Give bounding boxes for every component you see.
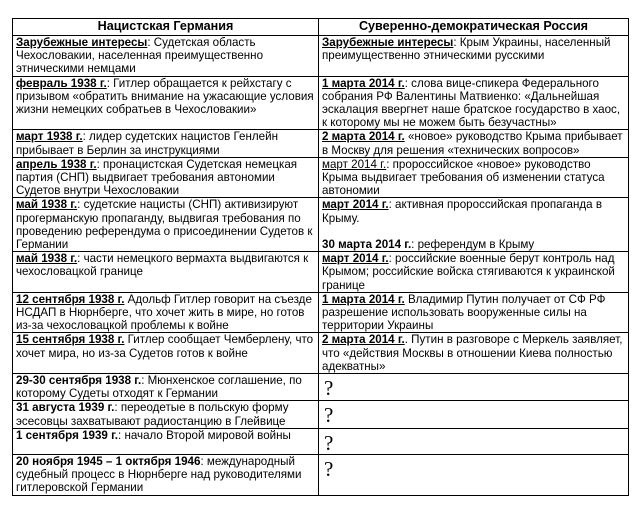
date-label: март 1938 г.: [16, 130, 83, 144]
date-label: Зарубежные интересы: [16, 36, 148, 49]
event-text: . Путин в разговоре с Меркель заявляет, что «действия Москвы в отношении Киева полностью адекватны»: [322, 333, 623, 373]
table-row-foreign-interests: [13, 36, 629, 77]
question-mark: ?: [324, 376, 334, 401]
comparison-table: [12, 18, 629, 496]
cell-russia: [319, 36, 629, 77]
cell-russia: [319, 333, 629, 374]
date-label: март 2014 г.: [322, 198, 389, 212]
cell-germany: [13, 333, 319, 374]
table-body: [13, 36, 629, 496]
cell-germany: [13, 36, 319, 77]
cell-paragraph: [322, 252, 625, 292]
event-text: : референдум в Крыму: [411, 237, 535, 251]
date-label: 31 августа 1939 г.: [16, 401, 115, 415]
date-label: 1 сентября 1939 г.: [16, 428, 118, 442]
cell-paragraph: [16, 36, 315, 76]
event-text: : пророссийское «новое» руководство Крыма выдвигает требования об изменении статуса автономии: [322, 157, 605, 198]
table-row-apr-1938-vs-mar-2014: [13, 157, 629, 198]
date-label: 12 сентября 1938 г.: [16, 292, 125, 306]
event-text: : судетские нацисты (СНП) активизируют прогерманскую пропаганду, выдвигая требования по проведению референдума о присоединении Судетов к Германии: [16, 198, 313, 252]
cell-russia: [319, 76, 629, 130]
event-text: : Гитлер обращается к рейхстагу с призывом «обратить внимание на ужасающие условия жизни немецких собратьев в Чехословакии»: [16, 76, 314, 117]
event-text: : лидер судетских нацистов Генлейн прибывает в Берлин за инструкциями: [16, 130, 278, 157]
cell-paragraph: [16, 293, 315, 333]
cell-russia: [319, 252, 629, 293]
cell-paragraph: [16, 401, 315, 427]
cell-paragraph: [322, 333, 625, 373]
cell-russia: [319, 130, 629, 157]
header-nazi-germany: Нацистская Германия: [13, 19, 319, 36]
date-label: 15 сентября 1938 г.: [16, 333, 125, 347]
cell-paragraph: [16, 455, 315, 495]
cell-germany: [13, 292, 319, 333]
cell-paragraph: [16, 158, 315, 198]
event-text: : слова вице-спикера Федерального собрания РФ Валентины Матвиенко: «Дальнейшая эскалация ввергнет наше братское государство в хаос, к которому мы не можем быть безучастны»: [322, 76, 621, 130]
date-label: апрель 1938 г.: [16, 157, 97, 171]
event-text: : Крым Украины, населенный преимущественно этническими русскими: [322, 36, 611, 63]
cell-paragraph: [16, 198, 315, 251]
table-row-15-sep-1938-vs-2-mar-2014: [13, 333, 629, 374]
date-label: 30 марта 2014 г.: [322, 237, 412, 251]
table-row-nuremberg-trials: [13, 454, 629, 495]
cell-germany: [13, 157, 319, 198]
cell-russia: [319, 374, 629, 401]
table-row-12-sep-1938-vs-1-mar-2014: [13, 292, 629, 333]
event-text: : переодетые в польскую форму эсесовцы захватывают радиостанцию в Глейвице: [16, 401, 289, 428]
table-row-munich-agreement: [13, 374, 629, 401]
cell-russia: [319, 198, 629, 252]
cell-paragraph: [16, 429, 315, 442]
date-label: май 1938 г.: [16, 252, 78, 266]
date-label: 2 марта 2014 г.: [322, 130, 405, 144]
date-label: 2 марта 2014 г.: [322, 333, 405, 347]
cell-germany: [13, 454, 319, 495]
cell-russia: [319, 157, 629, 198]
cell-paragraph: [322, 130, 625, 156]
header-row: [13, 19, 629, 36]
date-label: май 1938 г.: [16, 198, 78, 212]
event-text: : российские военные берут контроль над Крымом; российские войска стягиваются к украинской границе: [322, 252, 615, 292]
date-label: февраль 1938 г.: [16, 76, 107, 90]
cell-russia: [319, 428, 629, 454]
cell-paragraph: [16, 374, 315, 400]
cell-germany: [13, 76, 319, 130]
cell-paragraph: [322, 238, 625, 251]
cell-russia: [319, 292, 629, 333]
question-mark: ?: [324, 430, 334, 455]
cell-paragraph: [16, 333, 315, 359]
event-text: Адольф Гитлер говорит на съезде НСДАП в Нюрнберге, что хочет жить в мире, но готов из-за чехословацкой проблемы к войне: [16, 292, 312, 333]
date-label: март 2014 г.: [322, 252, 389, 266]
table-row-may-1938-propaganda-vs-referendum: [13, 198, 629, 252]
event-text: Владимир Путин получает от СФ РФ разрешение использовать вооруженные силы на территории Украины: [322, 292, 606, 333]
event-text: «новое» руководство Крыма прибывает в Москву для решения «технических вопросов»: [322, 130, 623, 157]
event-text: Гитлер сообщает Чемберлену, что хочет мира, но из-за Судетов готов к войне: [16, 333, 314, 360]
cell-russia: [319, 401, 629, 428]
table-row-mar-1938-vs-2-mar-2014: [13, 130, 629, 157]
cell-paragraph: [322, 36, 625, 62]
table-row-gleiwitz-incident: [13, 401, 629, 428]
question-mark: ?: [324, 403, 334, 428]
cell-paragraph: [322, 198, 625, 224]
table-row-feb-1938-vs-1-mar-2014: [13, 76, 629, 130]
event-text: : активная пророссийская пропаганда в Крыму.: [322, 198, 603, 225]
cell-germany: [13, 428, 319, 454]
cell-germany: [13, 252, 319, 293]
cell-paragraph: [16, 130, 315, 156]
date-label: 1 марта 2014 г.: [322, 76, 405, 90]
cell-paragraph: [16, 252, 315, 278]
event-text: : пронацистская Судетская немецкая партия (СНП) выдвигает требования автономии Судетов внутри Чехословакии: [16, 157, 298, 198]
event-text: : международный судебный процесс в Нюрнберге над руководителями гитлеровской Германии: [16, 454, 302, 495]
date-label: 1 марта 2014 г.: [322, 292, 405, 306]
cell-germany: [13, 130, 319, 157]
date-label: 29-30 сентября 1938 г.: [16, 374, 142, 388]
event-text: : Мюнхенское соглашение, по которому Судеты отходят к Германии: [16, 374, 302, 401]
event-text: : Судетская область Чехословакии, населенная преимущественно этническими немцами: [16, 36, 264, 76]
event-text: : части немецкого вермахта выдвигаются к чехословацкой границе: [16, 252, 309, 279]
cell-germany: [13, 401, 319, 428]
cell-paragraph: [322, 293, 625, 333]
table-row-start-of-ww2: [13, 428, 629, 454]
question-mark: ?: [324, 456, 334, 481]
date-label: март 2014 г.: [322, 157, 387, 171]
cell-russia: [319, 454, 629, 495]
event-text: : начало Второй мировой войны: [118, 428, 291, 442]
table-row-may-1938-troops-vs-mar-2014: [13, 252, 629, 293]
cell-germany: [13, 198, 319, 252]
cell-paragraph: [322, 77, 625, 130]
date-label: Зарубежные интересы: [322, 36, 454, 49]
cell-germany: [13, 374, 319, 401]
date-label: 20 ноября 1945 – 1 октября 1946: [16, 454, 201, 468]
cell-paragraph: [16, 77, 315, 117]
header-sovereign-democratic-russia: Суверенно-демократическая Россия: [319, 19, 629, 36]
cell-paragraph: [322, 158, 625, 198]
